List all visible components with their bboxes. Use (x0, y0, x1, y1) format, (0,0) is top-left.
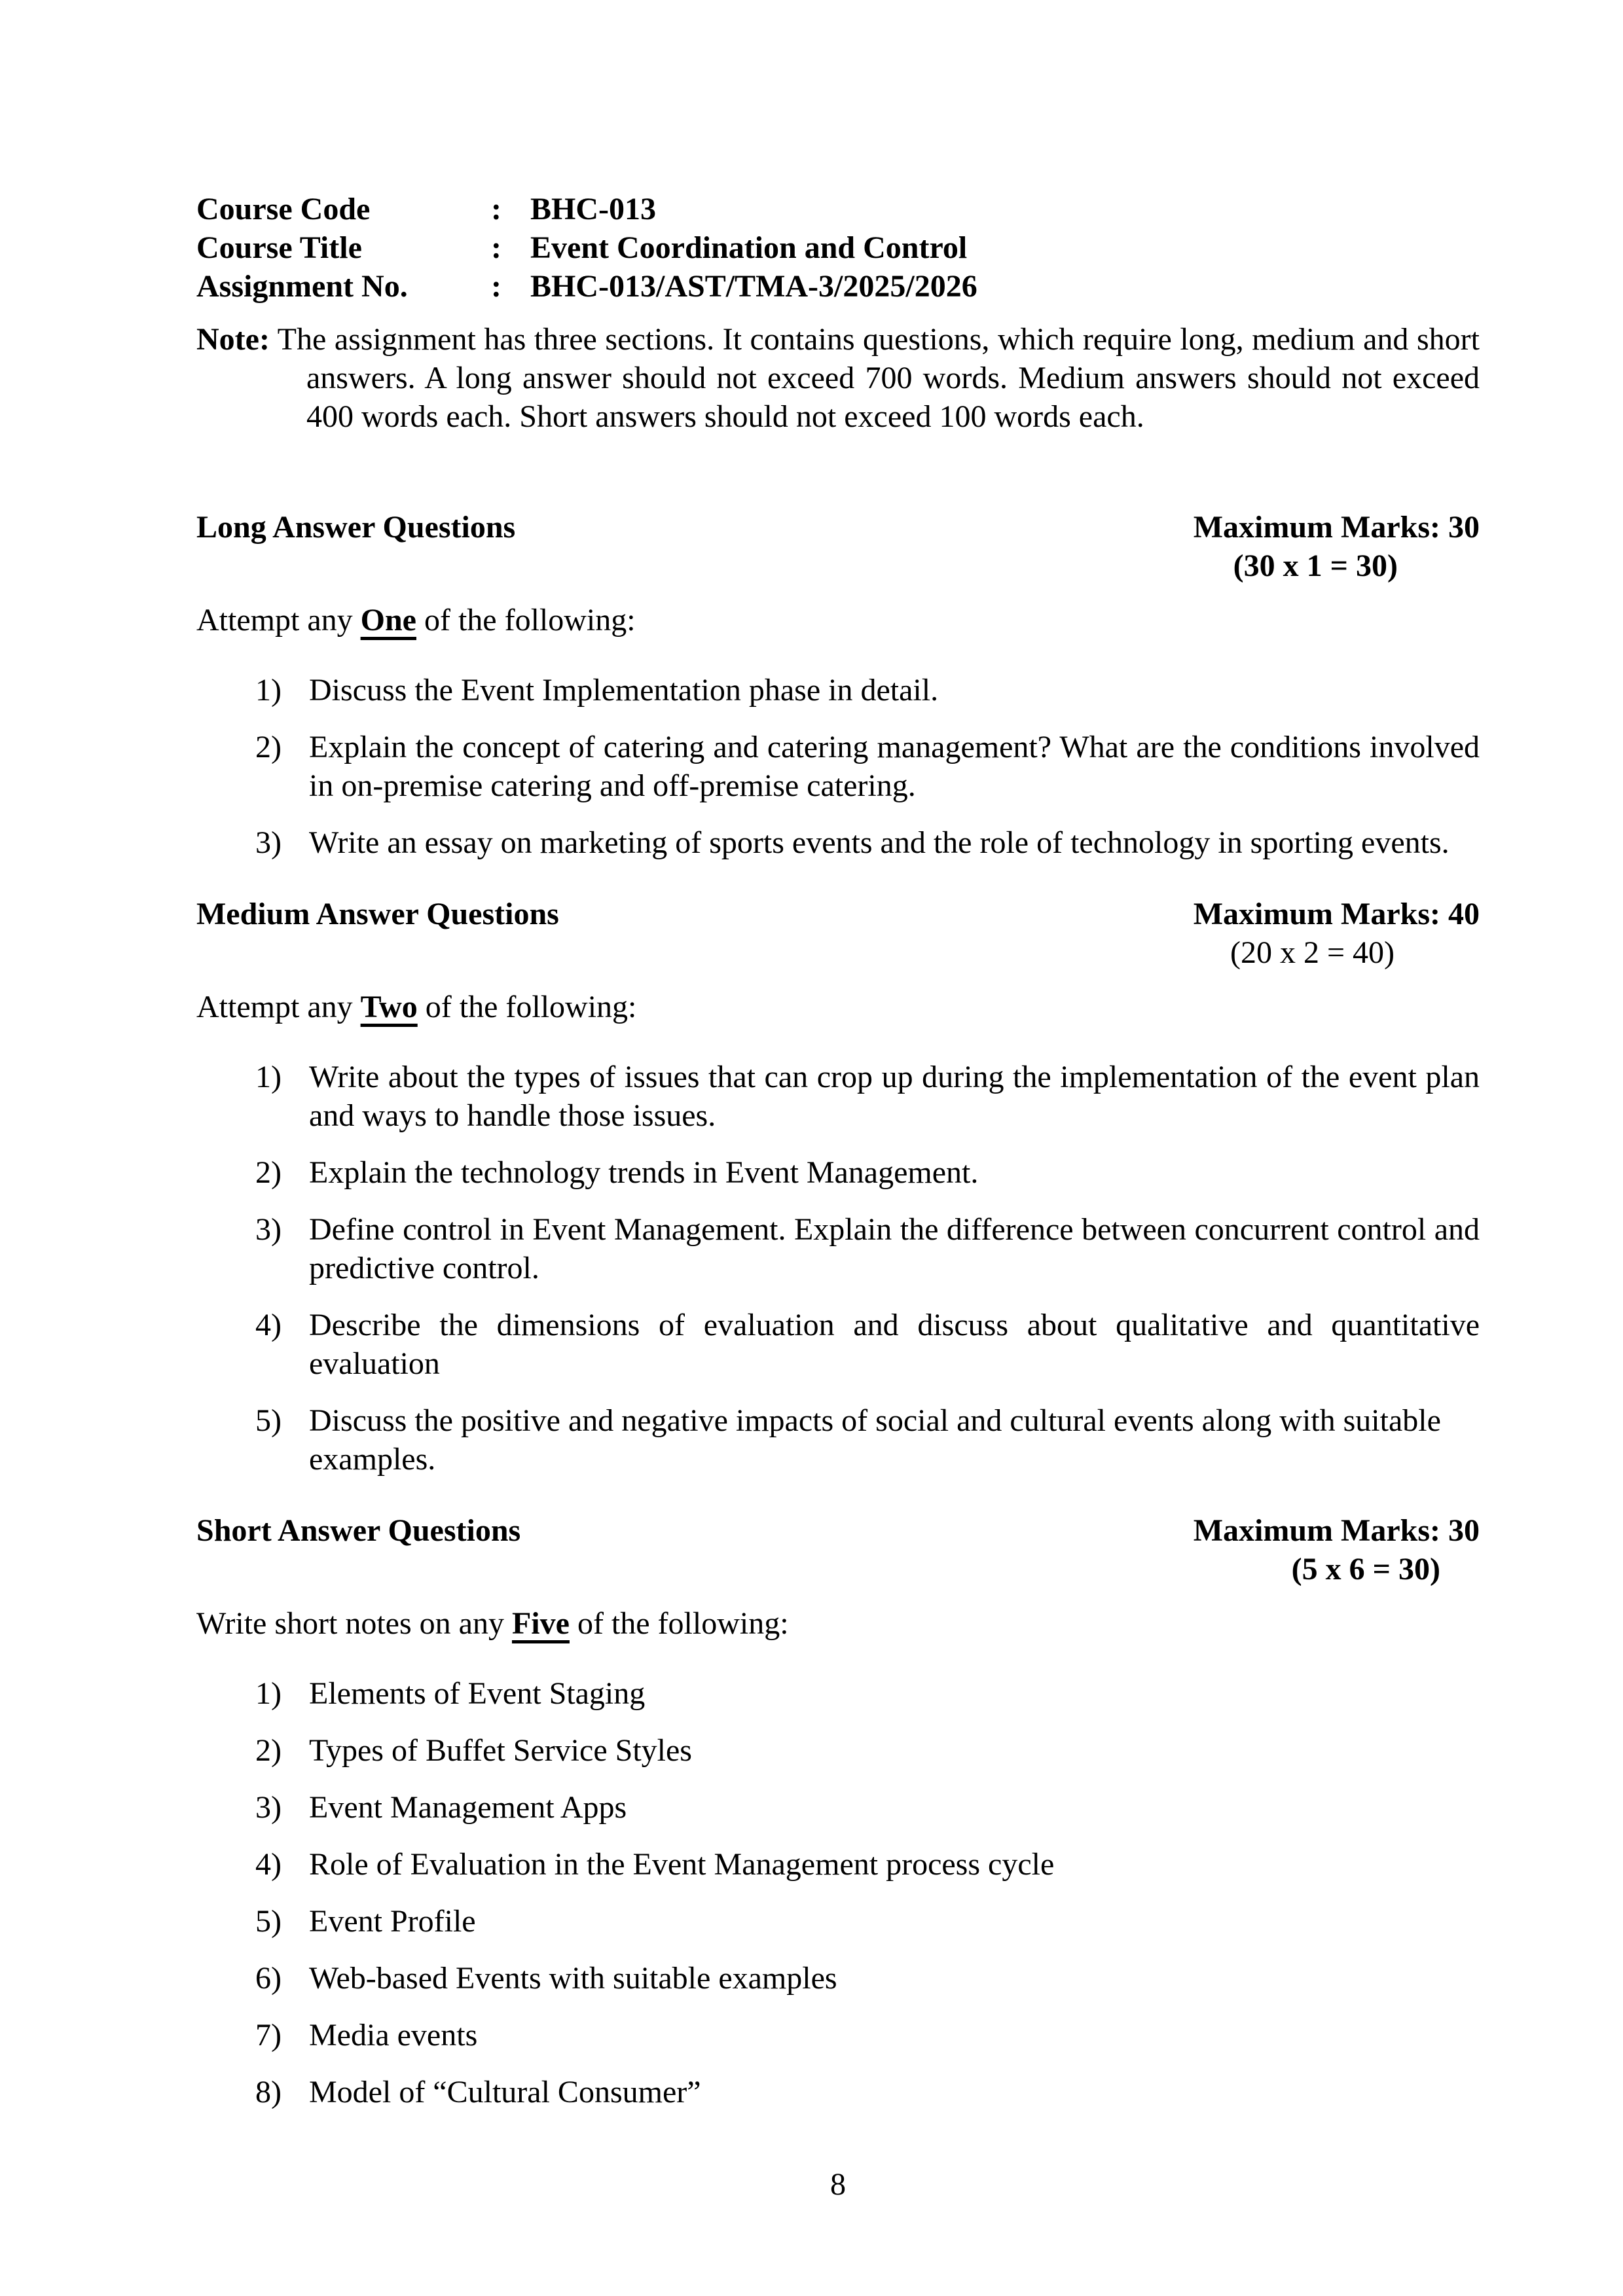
short-section-title: Short Answer Questions (196, 1513, 521, 1548)
course-title-label: Course Title (196, 230, 362, 265)
question-number: 2) (255, 1155, 282, 1190)
question-text: Model of “Cultural Consumer” (309, 2075, 701, 2109)
question-text: Role of Evaluation in the Event Management process cycle (309, 1847, 1055, 1882)
long-marks-formula: (30 x 1 = 30) (1233, 548, 1398, 583)
long-section-title: Long Answer Questions (196, 510, 516, 545)
question-item (196, 2016, 1480, 2054)
document-content (196, 190, 1480, 2111)
question-text: Write about the types of issues that can crop up during the implementation of the event plan and ways to handle those issues. (309, 1060, 1480, 1133)
question-number: 5) (255, 1403, 282, 1438)
note-label: Note: (196, 322, 270, 357)
long-marks-label: Maximum Marks: 30 (1193, 510, 1480, 545)
question-item (196, 1058, 1480, 1135)
long-attempt-line (196, 601, 1480, 639)
short-marks-formula: (5 x 6 = 30) (1291, 1552, 1440, 1587)
question-item (196, 671, 1480, 709)
question-text: Web-based Events with suitable examples (309, 1961, 837, 1996)
short-section-head (196, 1511, 1480, 1550)
question-text: Discuss the positive and negative impacts of social and cultural events along with suitable examples. (309, 1403, 1441, 1477)
medium-section-head (196, 895, 1480, 933)
course-code-value: BHC-013 (530, 192, 656, 226)
question-item (196, 728, 1480, 805)
question-text: Describe the dimensions of evaluation and discuss about qualitative and quantitative evaluation (309, 1308, 1480, 1381)
medium-section-title: Medium Answer Questions (196, 897, 559, 931)
attempt-keyword: One (360, 603, 416, 637)
attempt-prefix: Attempt any (196, 603, 361, 637)
question-text: Elements of Event Staging (309, 1676, 646, 1711)
medium-marks-label: Maximum Marks: 40 (1193, 897, 1480, 931)
attempt-prefix: Write short notes on any (196, 1606, 512, 1641)
question-item (196, 1153, 1480, 1192)
attempt-suffix: of the following: (569, 1606, 789, 1641)
question-item (196, 1788, 1480, 1827)
medium-question-list (196, 1058, 1480, 1479)
section-short-answer (196, 1511, 1480, 2111)
question-number: 2) (255, 1733, 282, 1768)
section-long-answer (196, 508, 1480, 862)
assignment-no-label: Assignment No. (196, 269, 408, 304)
header-row-course-code (196, 190, 1480, 228)
long-question-list (196, 671, 1480, 862)
question-item (196, 1902, 1480, 1941)
attempt-suffix: of the following: (416, 603, 636, 637)
course-code-label: Course Code (196, 192, 371, 226)
assignment-no-value: BHC-013/AST/TMA-3/2025/2026 (530, 269, 977, 304)
header-separator: : (491, 269, 501, 304)
short-question-list (196, 1674, 1480, 2111)
question-item (196, 1674, 1480, 1713)
question-text: Media events (309, 2018, 478, 2053)
short-attempt-line (196, 1604, 1480, 1643)
section-medium-answer (196, 895, 1480, 1479)
question-number: 3) (255, 825, 282, 860)
question-number: 6) (255, 1961, 282, 1996)
question-item (196, 1959, 1480, 1998)
question-text: Define control in Event Management. Explain the difference between concurrent control and predictive control. (309, 1212, 1480, 1285)
header-row-course-title (196, 228, 1480, 267)
course-header (196, 190, 1480, 306)
question-text: Event Management Apps (309, 1790, 627, 1825)
question-item (196, 1845, 1480, 1884)
question-number: 8) (255, 2075, 282, 2109)
question-text: Explain the concept of catering and catering management? What are the conditions involved in on-premise catering and off-premise catering. (309, 730, 1480, 803)
question-text: Explain the technology trends in Event Management. (309, 1155, 979, 1190)
attempt-suffix: of the following: (417, 990, 637, 1024)
medium-marks-formula: (20 x 2 = 40) (1230, 935, 1395, 970)
question-number: 1) (255, 1676, 282, 1711)
page-number: 8 (830, 2167, 846, 2202)
question-item (196, 1401, 1480, 1479)
question-number: 4) (255, 1847, 282, 1882)
short-marks-label: Maximum Marks: 30 (1193, 1513, 1480, 1548)
question-item (196, 823, 1480, 862)
question-text: Types of Buffet Service Styles (309, 1733, 692, 1768)
question-number: 5) (255, 1904, 282, 1939)
question-number: 3) (255, 1790, 282, 1825)
question-text: Write an essay on marketing of sports events and the role of technology in sporting events. (309, 825, 1450, 860)
question-text: Event Profile (309, 1904, 476, 1939)
question-number: 7) (255, 2018, 282, 2053)
long-section-head (196, 508, 1480, 547)
attempt-keyword: Two (360, 990, 418, 1024)
medium-attempt-line (196, 988, 1480, 1026)
question-number: 4) (255, 1308, 282, 1342)
question-number: 2) (255, 730, 282, 764)
question-number: 3) (255, 1212, 282, 1247)
course-title-value: Event Coordination and Control (530, 230, 968, 265)
question-number: 1) (255, 673, 282, 708)
question-text: Discuss the Event Implementation phase in detail. (309, 673, 939, 708)
question-item (196, 1306, 1480, 1383)
header-row-assignment-no (196, 267, 1480, 306)
attempt-prefix: Attempt any (196, 990, 361, 1024)
header-separator: : (491, 230, 501, 265)
question-item (196, 1210, 1480, 1287)
header-separator: : (491, 192, 501, 226)
note-text: The assignment has three sections. It contains questions, which require long, medium and short answers. A long answer should not exceed 700 words. Medium answers should not exceed 400 words each. Short answers should not exceed 100 words each. (277, 322, 1480, 434)
question-item (196, 2073, 1480, 2111)
question-number: 1) (255, 1060, 282, 1094)
question-item (196, 1731, 1480, 1770)
note-paragraph (196, 320, 1480, 436)
attempt-keyword: Five (511, 1606, 570, 1641)
